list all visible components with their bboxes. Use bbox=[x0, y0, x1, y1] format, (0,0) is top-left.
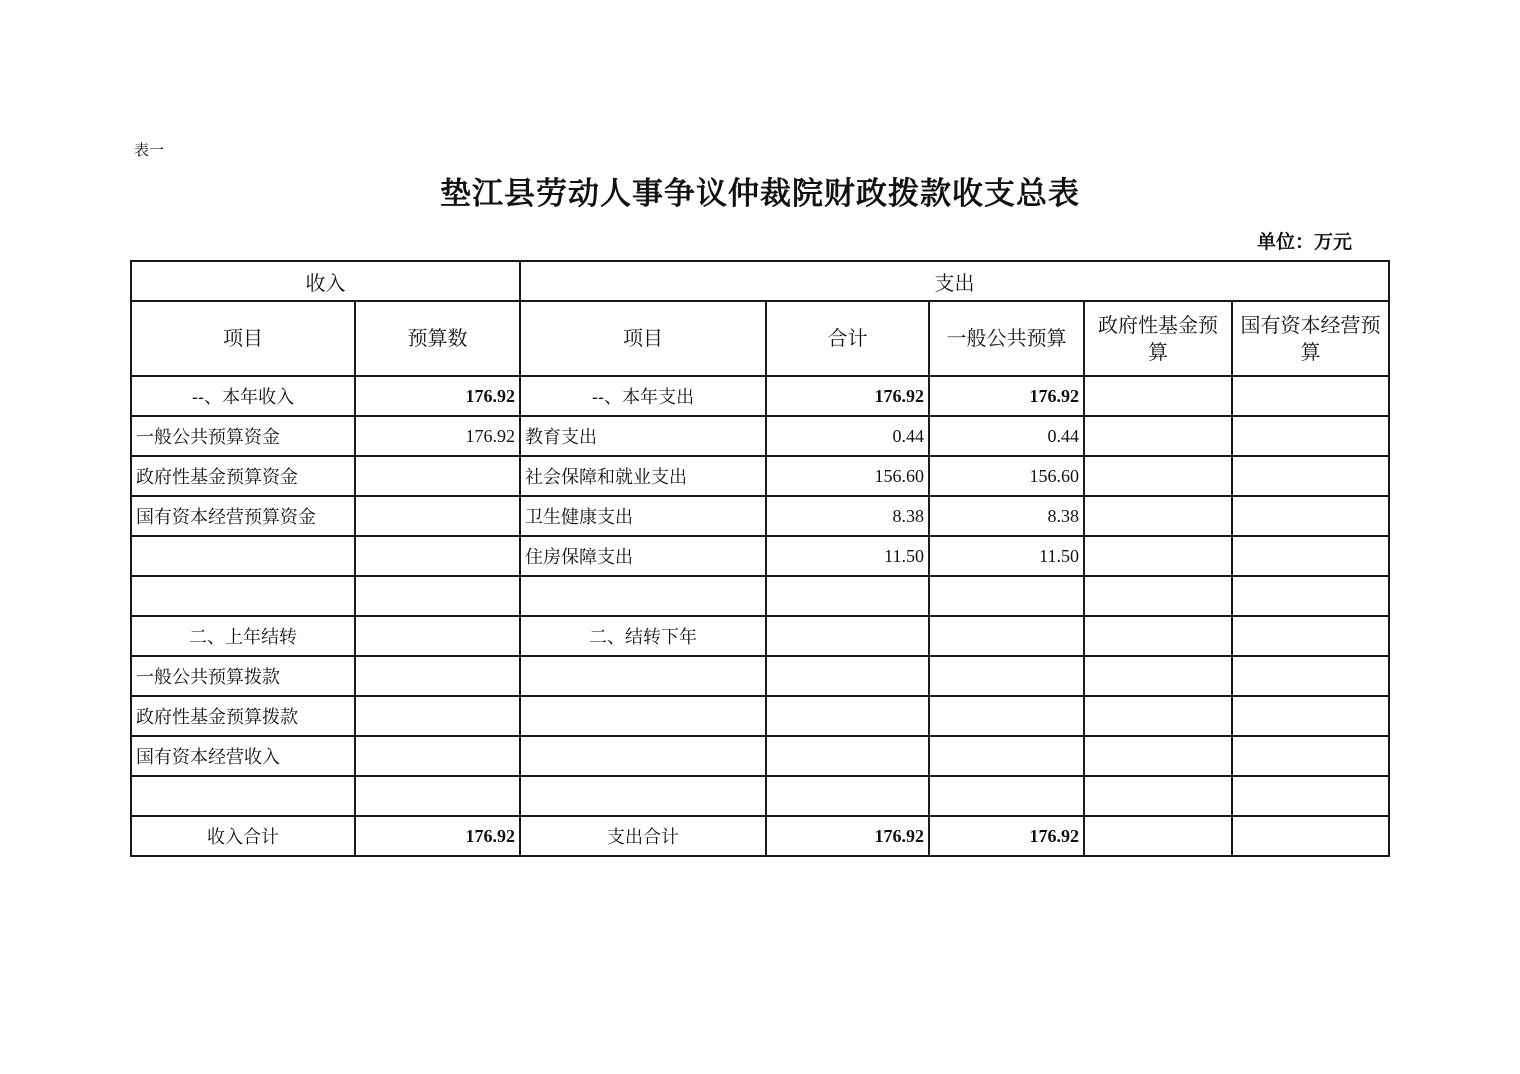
income-item-cell: 国有资本经营收入 bbox=[131, 736, 355, 776]
income-amount-cell bbox=[355, 616, 520, 656]
gov-fund-cell bbox=[1084, 816, 1232, 856]
gov-fund-cell bbox=[1084, 616, 1232, 656]
general-budget-cell bbox=[929, 736, 1084, 776]
expense-item-cell bbox=[520, 656, 766, 696]
income-item-cell: 政府性基金预算拨款 bbox=[131, 696, 355, 736]
expense-item-cell: 教育支出 bbox=[520, 416, 766, 456]
state-capital-cell bbox=[1232, 416, 1389, 456]
total-cell bbox=[766, 656, 929, 696]
total-cell: 0.44 bbox=[766, 416, 929, 456]
state-capital-cell bbox=[1232, 696, 1389, 736]
column-header: 国有资本经营预算 bbox=[1232, 301, 1389, 376]
expense-item-cell: 社会保障和就业支出 bbox=[520, 456, 766, 496]
total-cell bbox=[766, 576, 929, 616]
total-cell: 11.50 bbox=[766, 536, 929, 576]
income-amount-cell bbox=[355, 776, 520, 816]
column-header: 政府性基金预算 bbox=[1084, 301, 1232, 376]
income-amount-cell bbox=[355, 696, 520, 736]
gov-fund-cell bbox=[1084, 536, 1232, 576]
income-item-cell: 收入合计 bbox=[131, 816, 355, 856]
state-capital-cell bbox=[1232, 616, 1389, 656]
total-cell: 8.38 bbox=[766, 496, 929, 536]
table-label: 表一 bbox=[134, 141, 165, 159]
total-cell bbox=[766, 776, 929, 816]
expense-item-cell: 二、结转下年 bbox=[520, 616, 766, 656]
gov-fund-cell bbox=[1084, 776, 1232, 816]
expense-item-cell bbox=[520, 576, 766, 616]
general-budget-cell bbox=[929, 576, 1084, 616]
group-header-row bbox=[131, 261, 1389, 301]
gov-fund-cell bbox=[1084, 656, 1232, 696]
income-amount-cell: 176.92 bbox=[355, 376, 520, 416]
table-row bbox=[131, 576, 1389, 616]
general-budget-cell bbox=[929, 776, 1084, 816]
gov-fund-cell bbox=[1084, 496, 1232, 536]
general-budget-cell bbox=[929, 656, 1084, 696]
general-budget-cell: 176.92 bbox=[929, 816, 1084, 856]
expense-item-cell: 卫生健康支出 bbox=[520, 496, 766, 536]
total-cell bbox=[766, 696, 929, 736]
state-capital-cell bbox=[1232, 376, 1389, 416]
gov-fund-cell bbox=[1084, 576, 1232, 616]
column-header: 项目 bbox=[131, 301, 355, 376]
state-capital-cell bbox=[1232, 776, 1389, 816]
total-cell: 156.60 bbox=[766, 456, 929, 496]
income-amount-cell: 176.92 bbox=[355, 416, 520, 456]
general-budget-cell: 0.44 bbox=[929, 416, 1084, 456]
income-group-header: 收入 bbox=[131, 261, 520, 301]
total-cell bbox=[766, 616, 929, 656]
state-capital-cell bbox=[1232, 536, 1389, 576]
income-amount-cell bbox=[355, 736, 520, 776]
column-header-row bbox=[131, 301, 1389, 376]
general-budget-cell: 8.38 bbox=[929, 496, 1084, 536]
table-row bbox=[131, 656, 1389, 696]
table-row bbox=[131, 776, 1389, 816]
income-item-cell: --、本年收入 bbox=[131, 376, 355, 416]
column-header: 一般公共预算 bbox=[929, 301, 1084, 376]
state-capital-cell bbox=[1232, 656, 1389, 696]
state-capital-cell bbox=[1232, 456, 1389, 496]
table-row bbox=[131, 816, 1389, 856]
state-capital-cell bbox=[1232, 496, 1389, 536]
table-row bbox=[131, 416, 1389, 456]
total-cell: 176.92 bbox=[766, 376, 929, 416]
income-item-cell: 二、上年结转 bbox=[131, 616, 355, 656]
general-budget-cell: 176.92 bbox=[929, 376, 1084, 416]
income-item-cell: 政府性基金预算资金 bbox=[131, 456, 355, 496]
expense-item-cell: 支出合计 bbox=[520, 816, 766, 856]
general-budget-cell bbox=[929, 616, 1084, 656]
income-amount-cell bbox=[355, 656, 520, 696]
table-row bbox=[131, 376, 1389, 416]
income-item-cell bbox=[131, 536, 355, 576]
income-amount-cell bbox=[355, 496, 520, 536]
column-header: 预算数 bbox=[355, 301, 520, 376]
total-cell bbox=[766, 736, 929, 776]
income-item-cell bbox=[131, 776, 355, 816]
expense-item-cell bbox=[520, 736, 766, 776]
state-capital-cell bbox=[1232, 736, 1389, 776]
column-header: 合计 bbox=[766, 301, 929, 376]
expense-item-cell: --、本年支出 bbox=[520, 376, 766, 416]
table-row bbox=[131, 456, 1389, 496]
income-amount-cell bbox=[355, 456, 520, 496]
gov-fund-cell bbox=[1084, 456, 1232, 496]
column-header: 项目 bbox=[520, 301, 766, 376]
general-budget-cell: 11.50 bbox=[929, 536, 1084, 576]
page-title: 垫江县劳动人事争议仲裁院财政拨款收支总表 bbox=[440, 176, 1080, 212]
budget-table bbox=[130, 260, 1390, 857]
gov-fund-cell bbox=[1084, 696, 1232, 736]
total-cell: 176.92 bbox=[766, 816, 929, 856]
expense-item-cell bbox=[520, 776, 766, 816]
gov-fund-cell bbox=[1084, 736, 1232, 776]
expense-item-cell: 住房保障支出 bbox=[520, 536, 766, 576]
general-budget-cell: 156.60 bbox=[929, 456, 1084, 496]
income-amount-cell bbox=[355, 576, 520, 616]
gov-fund-cell bbox=[1084, 376, 1232, 416]
table-row bbox=[131, 496, 1389, 536]
unit-label: 单位：万元 bbox=[1257, 231, 1353, 253]
income-item-cell: 一般公共预算拨款 bbox=[131, 656, 355, 696]
table-row bbox=[131, 736, 1389, 776]
income-item-cell: 一般公共预算资金 bbox=[131, 416, 355, 456]
table-row bbox=[131, 616, 1389, 656]
table-row bbox=[131, 536, 1389, 576]
table-body bbox=[131, 376, 1389, 856]
expense-group-header: 支出 bbox=[520, 261, 1389, 301]
table-row bbox=[131, 696, 1389, 736]
income-item-cell bbox=[131, 576, 355, 616]
income-amount-cell: 176.92 bbox=[355, 816, 520, 856]
gov-fund-cell bbox=[1084, 416, 1232, 456]
expense-item-cell bbox=[520, 696, 766, 736]
state-capital-cell bbox=[1232, 816, 1389, 856]
income-item-cell: 国有资本经营预算资金 bbox=[131, 496, 355, 536]
state-capital-cell bbox=[1232, 576, 1389, 616]
general-budget-cell bbox=[929, 696, 1084, 736]
income-amount-cell bbox=[355, 536, 520, 576]
